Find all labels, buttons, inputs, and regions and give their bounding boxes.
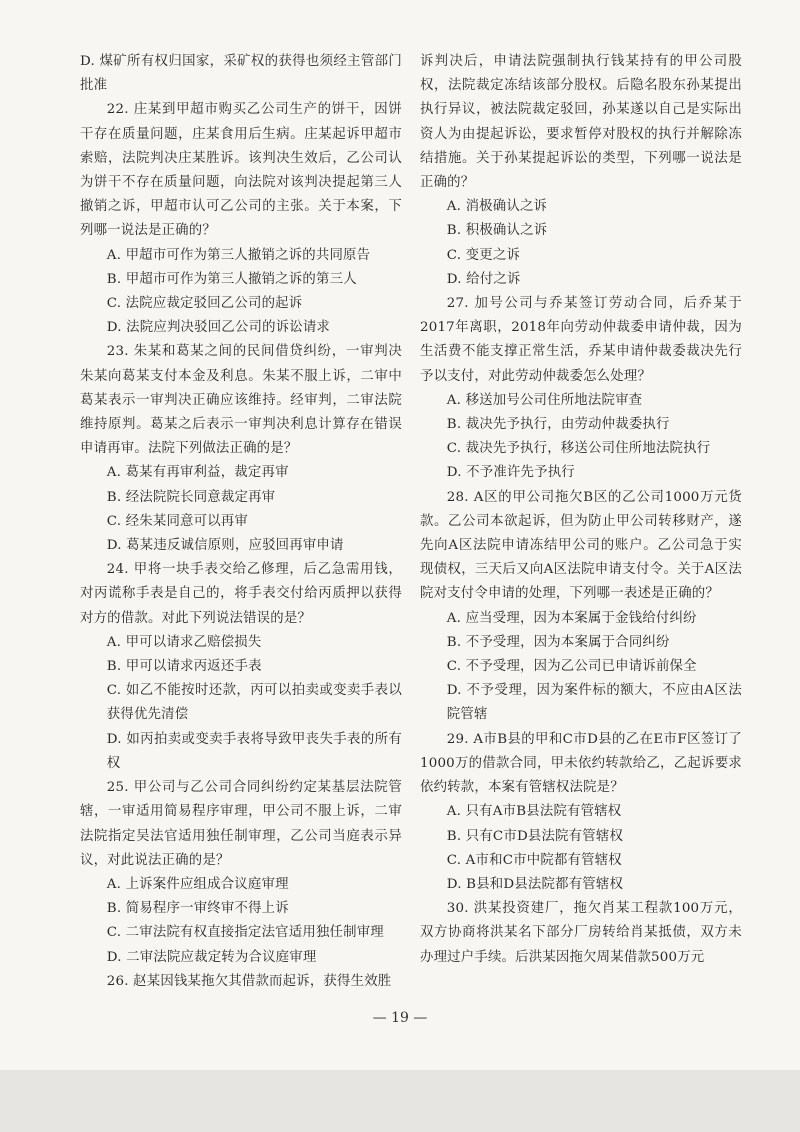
answer-option: C. 如乙不能按时还款，丙可以拍卖或变卖手表以获得优先清偿	[106, 683, 402, 723]
answer-option: D. 葛某违反诚信原则，应驳回再审申请	[106, 538, 344, 554]
answer-option: C. A市和C市中院都有管辖权	[446, 852, 622, 868]
question-stem: 27. 加号公司与乔某签订劳动合同，后乔某于2017年离职，2018年向劳动仲裁委申请仲裁，因为生活费不能支撑正常生活，乔某申请仲裁委裁决先行予以支付，对此劳动仲裁委怎么处理？	[420, 296, 742, 384]
answer-option: A. 上诉案件应组成合议庭审理	[106, 876, 289, 892]
answer-option: B. 裁决先予执行，由劳动仲裁委执行	[446, 417, 670, 433]
answer-option: A. 只有A市B县法院有管辖权	[446, 804, 622, 820]
answer-option: B. 甲可以请求丙返还手表	[106, 659, 262, 675]
question-stem: 29. A市B县的甲和C市D县的乙在E市F区签订了1000万的借款合同，甲未依约转款给乙，乙起诉要求依约转款，本案有管辖权法院是？	[420, 731, 742, 796]
answer-option: D. 给付之诉	[446, 271, 521, 287]
question-stem: 26. 赵某因钱某拖欠其借款而起诉，获得生效胜	[106, 973, 392, 989]
question-stem: 30. 洪某投资建厂，拖欠肖某工程款100万元，双方协商将洪某名下部分厂房转给肖某抵债，双方未办理过户手续。后洪某因拖欠周某借款500万元	[420, 901, 742, 965]
continued-text: 诉判决后，申请法院强制执行钱某持有的甲公司股权，法院裁定冻结该部分股权。后隐名股东孙某提出执行异议，被法院裁定驳回，孙某遂以自己是实际出资人为由提起诉讼，要求暂停对股权的执行并解除冻结措施。关于孙某提起诉讼的类型，下列哪一说法是正确的？	[420, 54, 742, 191]
answer-option: A. 移送加号公司住所地法院审查	[446, 392, 643, 408]
answer-option: A. 应当受理，因为本案属于金钱给付纠纷	[446, 610, 697, 626]
answer-option: B. 只有C市D县法院有管辖权	[446, 828, 624, 844]
answer-option: C. 裁决先予执行，移送公司住所地法院执行	[446, 441, 711, 457]
answer-option: B. 甲超市可作为第三人撤销之诉的第三人	[106, 271, 357, 287]
answer-option: A. 葛某有再审利益，裁定再审	[106, 465, 289, 481]
answer-option: A. 甲可以请求乙赔偿损失	[106, 634, 262, 650]
answer-option: B. 不予受理，因为本案属于合同纠纷	[446, 634, 670, 650]
answer-option: D. 不予准许先予执行	[446, 465, 575, 481]
answer-option: A. 甲超市可作为第三人撤销之诉的共同原告	[106, 247, 371, 263]
answer-option: D. 如丙拍卖或变卖手表将导致甲丧失手表的所有权	[106, 731, 402, 771]
question-stem: 28. A区的甲公司拖欠B区的乙公司1000万元货款。乙公司本欲起诉，但为防止甲公司转移财产，遂先向A区法院申请冻结甲公司的账户。乙公司急于实现债权，三天后又向A区法院申请支付令。关于A区法院对支付令申请的处理，下列哪一表述是正确的？	[420, 489, 742, 602]
answer-option: B. 经法院院长同意裁定再审	[106, 489, 276, 505]
left-column	[80, 50, 402, 994]
answer-option: D. 法院应判决驳回乙公司的诉讼请求	[106, 320, 331, 336]
answer-option: A. 消极确认之诉	[446, 199, 548, 215]
answer-option: C. 变更之诉	[446, 247, 521, 263]
answer-option: B. 积极确认之诉	[446, 223, 548, 239]
question-stem: 24. 甲将一块手表交给乙修理，后乙急需用钱，对丙谎称手表是自己的，将手表交付给丙质押以获得对方的借款。对此下列说法错误的是？	[80, 562, 402, 626]
answer-option: C. 法院应裁定驳回乙公司的起诉	[106, 296, 303, 312]
answer-option: C. 经朱某同意可以再审	[106, 513, 248, 529]
answer-option: D. 二审法院应裁定转为合议庭审理	[106, 949, 317, 965]
right-column	[420, 50, 742, 970]
continued-text: D. 煤矿所有权归国家，采矿权的获得也须经主管部门批准	[80, 54, 402, 94]
page-number: — 19 —	[372, 1010, 428, 1026]
question-stem: 25. 甲公司与乙公司合同纠纷约定某基层法院管辖，一审适用简易程序审理，甲公司不服上诉，二审法院指定吴法官适用独任制审理，乙公司当庭表示异议，对此说法正确的是？	[80, 780, 402, 868]
answer-option: C. 不予受理，因为乙公司已申请诉前保全	[446, 659, 697, 675]
answer-option: B. 简易程序一审终审不得上诉	[106, 901, 289, 917]
scan-margin	[0, 1070, 800, 1132]
question-stem: 23. 朱某和葛某之间的民间借贷纠纷，一审判决朱某向葛某支付本金及利息。朱某不服上诉，二审中葛某表示一审判决正确应该维持。经审判，二审法院维持原判。葛某之后表示一审判决利息计算存在错误申请再审。法院下列做法正确的是？	[80, 344, 402, 457]
answer-option: D. B县和D县法院都有管辖权	[446, 876, 624, 892]
question-stem: 22. 庄某到甲超市购买乙公司生产的饼干，因饼干存在质量问题，庄某食用后生病。庄某起诉甲超市索赔，法院判决庄某胜诉。该判决生效后，乙公司认为饼干不存在质量问题，向法院对该判决提起第三人撤销之诉，甲超市认可乙公司的主张。关于本案，下列哪一说法是正确的？	[80, 102, 402, 239]
answer-option: C. 二审法院有权直接指定法官适用独任制审理	[106, 925, 384, 941]
answer-option: D. 不予受理，因为案件标的额大，不应由A区法院管辖	[446, 683, 742, 723]
